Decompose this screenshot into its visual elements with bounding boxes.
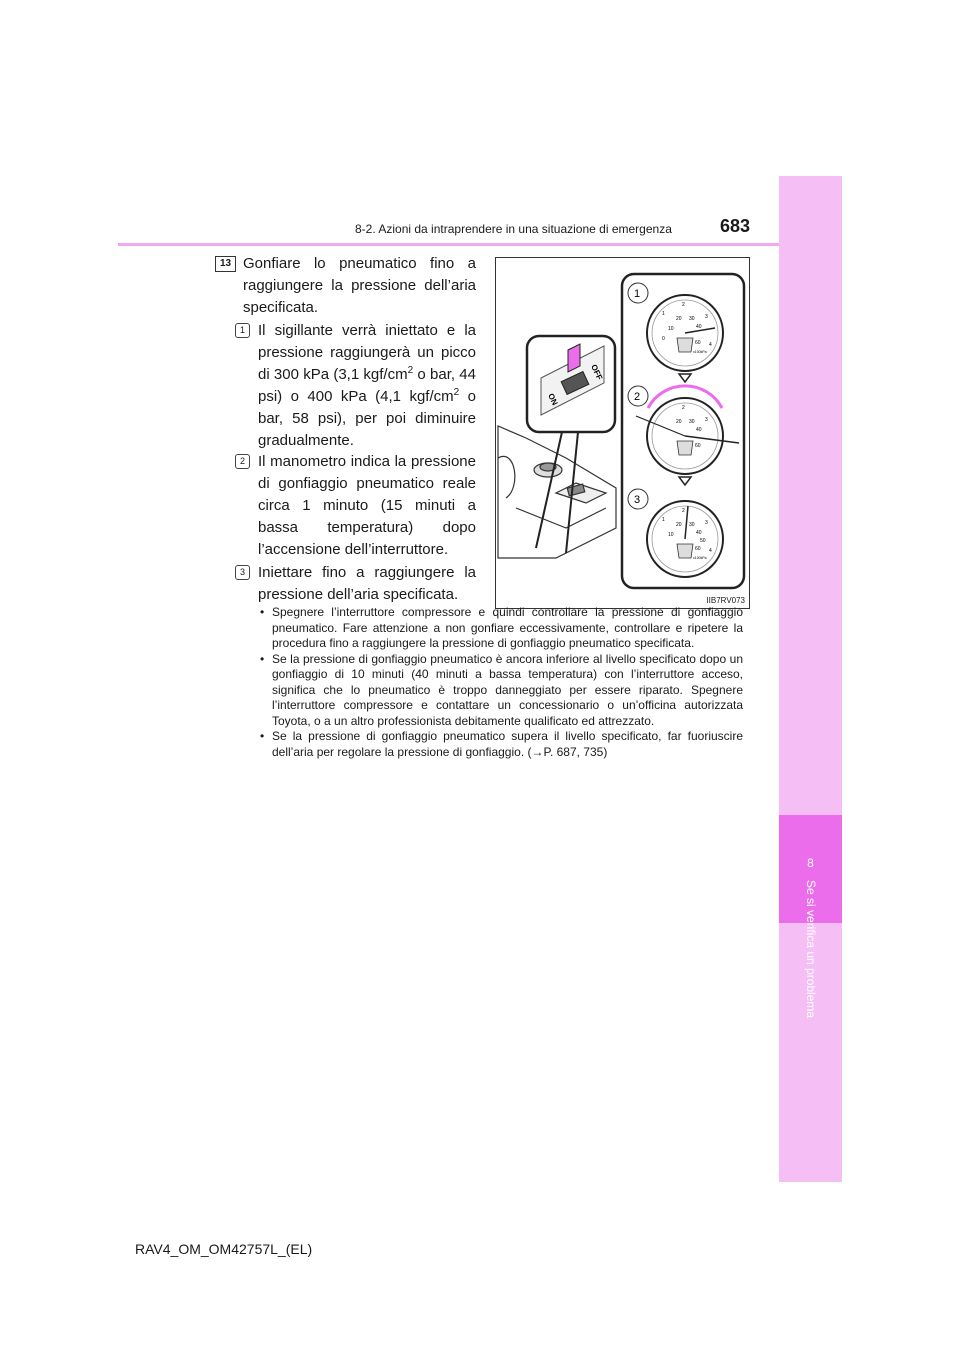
svg-text:20: 20: [676, 522, 682, 528]
step-text: Gonfiare lo pneumatico fino a raggiungere la pressione dell’aria specificata.: [243, 255, 476, 316]
gauge-1: [647, 295, 723, 371]
document-code: RAV4_OM_OM42757L_(EL): [135, 1241, 313, 1257]
note-item: • Se la pressione di gonfiaggio pneumatico supera il livello specificato, far fuoriuscire dell’aria per regolare la pressione di gonfiaggio. (→P. 687, 735): [258, 729, 743, 760]
svg-text:30: 30: [689, 522, 695, 528]
svg-text:2: 2: [682, 302, 685, 308]
compressor-gauge-figure: [495, 257, 750, 609]
note-item: • Spegnere l’interruttore compressore e quindi controllare la pressione di gonfiaggio pneumatico. Fare attenzione a non gonfiare eccessivamente, controllare e ripetere la procedura fino a raggiungere la pressione di gonfiaggio pneumatico specificata.: [258, 605, 743, 652]
svg-text:60: 60: [695, 443, 701, 449]
figure-code: IIB7RV073: [706, 596, 745, 605]
svg-text:30: 30: [689, 419, 695, 425]
svg-text:0: 0: [662, 336, 665, 342]
switch-off-label: OFF: [589, 363, 605, 382]
svg-text:10: 10: [668, 532, 674, 538]
svg-text:3: 3: [705, 417, 708, 423]
callout-2-text: 2: [634, 391, 641, 403]
svg-text:50: 50: [700, 538, 706, 544]
svg-text:x100kPa: x100kPa: [693, 350, 707, 354]
note-item: • Se la pressione di gonfiaggio pneumatico è ancora inferiore al livello specificato dopo un gonfiaggio di 10 minuti (40 minuti a bassa temperatura) con l’interruttore acceso, significa che lo pneumatico è troppo danneggiato per essere riparato. Spegnere l’interruttore compressore e contattare un concessionario o un’officina autorizzata Toyota, o a un altro professionista debitamente qualificato ed attrezzato.: [258, 652, 743, 730]
svg-text:4: 4: [709, 548, 712, 554]
section-title: 8-2. Azioni da intraprendere in una situazione di emergenza: [355, 222, 672, 236]
sub-step-badge-2: 2: [235, 454, 250, 469]
sub-step-text-1: [258, 320, 476, 452]
sub-step-1-part-a: Il sigillante verrà iniettato e la pressione raggiungerà un picco di 300 kPa (3,1 kgf/cm: [258, 322, 476, 383]
svg-text:40: 40: [696, 427, 702, 433]
switch-on-label: ON: [546, 392, 560, 407]
svg-text:40: 40: [696, 324, 702, 330]
sub-step-badge-1: 1: [235, 323, 250, 338]
svg-text:60: 60: [695, 546, 701, 552]
svg-text:3: 3: [705, 520, 708, 526]
svg-text:40: 40: [696, 530, 702, 536]
svg-text:2: 2: [682, 405, 685, 411]
sub-step-1-part-b: o bar, 44 psi) o 400 kPa (4,1 kgf/cm: [258, 366, 476, 405]
header-rule: [118, 243, 779, 246]
chapter-number: 8: [807, 856, 814, 870]
notes-list: [258, 605, 743, 760]
compressor-sketch: [498, 426, 616, 558]
svg-text:30: 30: [689, 316, 695, 322]
sub-step-text-3: Iniettare fino a raggiungere la pressione dell’aria specificata.: [258, 564, 476, 603]
svg-text:3: 3: [705, 314, 708, 320]
sub-step-1-sup-a: 2: [407, 365, 414, 376]
sub-step-text-2: Il manometro indica la pressione di gonfiaggio pneumatico reale circa 1 minuto (15 minuti a bassa temperatura) dopo l’accensione dell’interruttore.: [258, 453, 476, 558]
step-number-badge: 13: [215, 256, 236, 272]
gauge-3: [647, 501, 723, 577]
svg-text:20: 20: [676, 316, 682, 322]
svg-text:x100kPa: x100kPa: [693, 556, 707, 560]
callout-1-text: 1: [634, 288, 641, 300]
callout-3-text: 3: [634, 494, 641, 506]
sub-step-1-sup-b: 2: [453, 387, 460, 398]
svg-text:60: 60: [695, 340, 701, 346]
figure-illustration: [496, 258, 749, 608]
svg-text:4: 4: [709, 342, 712, 348]
svg-text:20: 20: [676, 419, 682, 425]
svg-text:1: 1: [662, 517, 665, 523]
chapter-title: Se si verifica un problema: [804, 880, 818, 1019]
svg-text:10: 10: [668, 326, 674, 332]
page-number: 683: [720, 216, 751, 236]
svg-text:2: 2: [682, 508, 685, 514]
sub-step-badge-3: 3: [235, 565, 250, 580]
sub-step-1-part-c: o bar, 58 psi), per poi diminuire gradualmente.: [258, 388, 476, 449]
svg-text:1: 1: [662, 311, 665, 317]
